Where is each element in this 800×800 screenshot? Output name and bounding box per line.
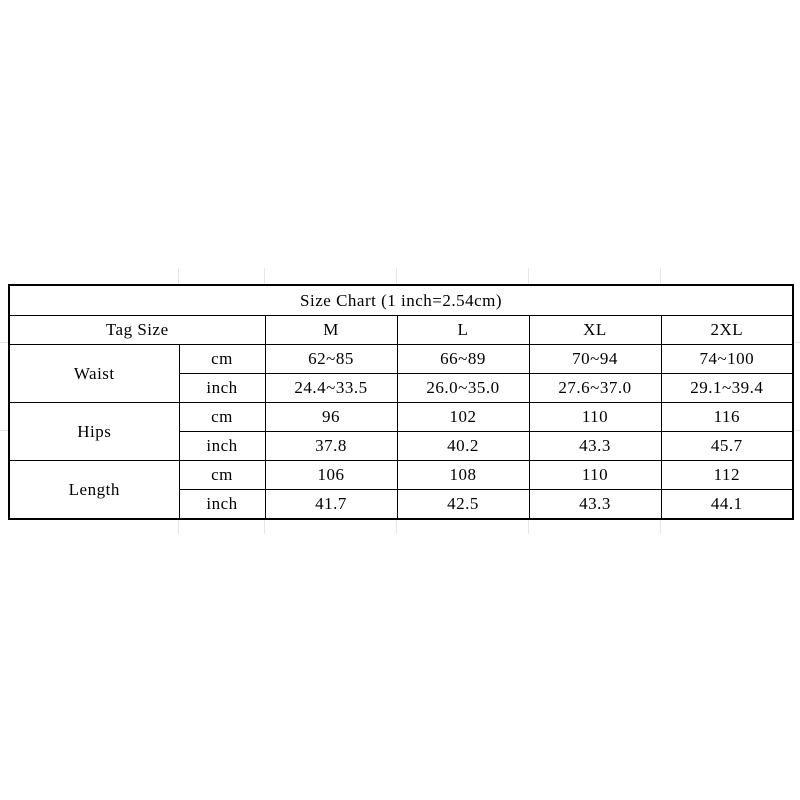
- table-cell: 26.0~35.0: [397, 374, 529, 403]
- table-cell: 42.5: [397, 490, 529, 520]
- table-row: [9, 461, 793, 490]
- gridline: [178, 268, 179, 284]
- size-header: XL: [529, 316, 661, 345]
- table-cell: 66~89: [397, 345, 529, 374]
- size-header: M: [265, 316, 397, 345]
- table-cell: 106: [265, 461, 397, 490]
- measure-label-length: Length: [9, 461, 179, 520]
- table-cell: 41.7: [265, 490, 397, 520]
- table-cell: 40.2: [397, 432, 529, 461]
- gridline: [0, 342, 8, 343]
- unit-label: inch: [179, 374, 265, 403]
- gridline: [396, 518, 397, 534]
- table-cell: 45.7: [661, 432, 793, 461]
- title-row: [9, 285, 793, 316]
- table-cell: 116: [661, 403, 793, 432]
- gridline: [528, 518, 529, 534]
- size-chart-table: [8, 284, 794, 520]
- header-row: [9, 316, 793, 345]
- table-row: [9, 345, 793, 374]
- table-cell: 29.1~39.4: [661, 374, 793, 403]
- unit-label: cm: [179, 345, 265, 374]
- gridline: [178, 518, 179, 534]
- table-cell: 37.8: [265, 432, 397, 461]
- gridline: [660, 268, 661, 284]
- table-cell: 43.3: [529, 490, 661, 520]
- size-header: L: [397, 316, 529, 345]
- table-cell: 70~94: [529, 345, 661, 374]
- unit-label: cm: [179, 461, 265, 490]
- tag-size-label: Tag Size: [9, 316, 265, 345]
- gridline: [264, 268, 265, 284]
- table-row: [9, 403, 793, 432]
- table-cell: 62~85: [265, 345, 397, 374]
- table-cell: 27.6~37.0: [529, 374, 661, 403]
- measure-label-waist: Waist: [9, 345, 179, 403]
- unit-label: inch: [179, 490, 265, 520]
- measure-label-hips: Hips: [9, 403, 179, 461]
- gridline: [264, 518, 265, 534]
- unit-label: inch: [179, 432, 265, 461]
- gridline: [528, 268, 529, 284]
- table-cell: 74~100: [661, 345, 793, 374]
- size-header: 2XL: [661, 316, 793, 345]
- table-cell: 44.1: [661, 490, 793, 520]
- table-cell: 110: [529, 461, 661, 490]
- gridline: [0, 430, 8, 431]
- table-title: Size Chart (1 inch=2.54cm): [9, 285, 793, 316]
- table-cell: 43.3: [529, 432, 661, 461]
- table-cell: 96: [265, 403, 397, 432]
- table-cell: 102: [397, 403, 529, 432]
- table-cell: 112: [661, 461, 793, 490]
- table-cell: 108: [397, 461, 529, 490]
- unit-label: cm: [179, 403, 265, 432]
- table-cell: 24.4~33.5: [265, 374, 397, 403]
- table-cell: 110: [529, 403, 661, 432]
- gridline: [660, 518, 661, 534]
- gridline: [396, 268, 397, 284]
